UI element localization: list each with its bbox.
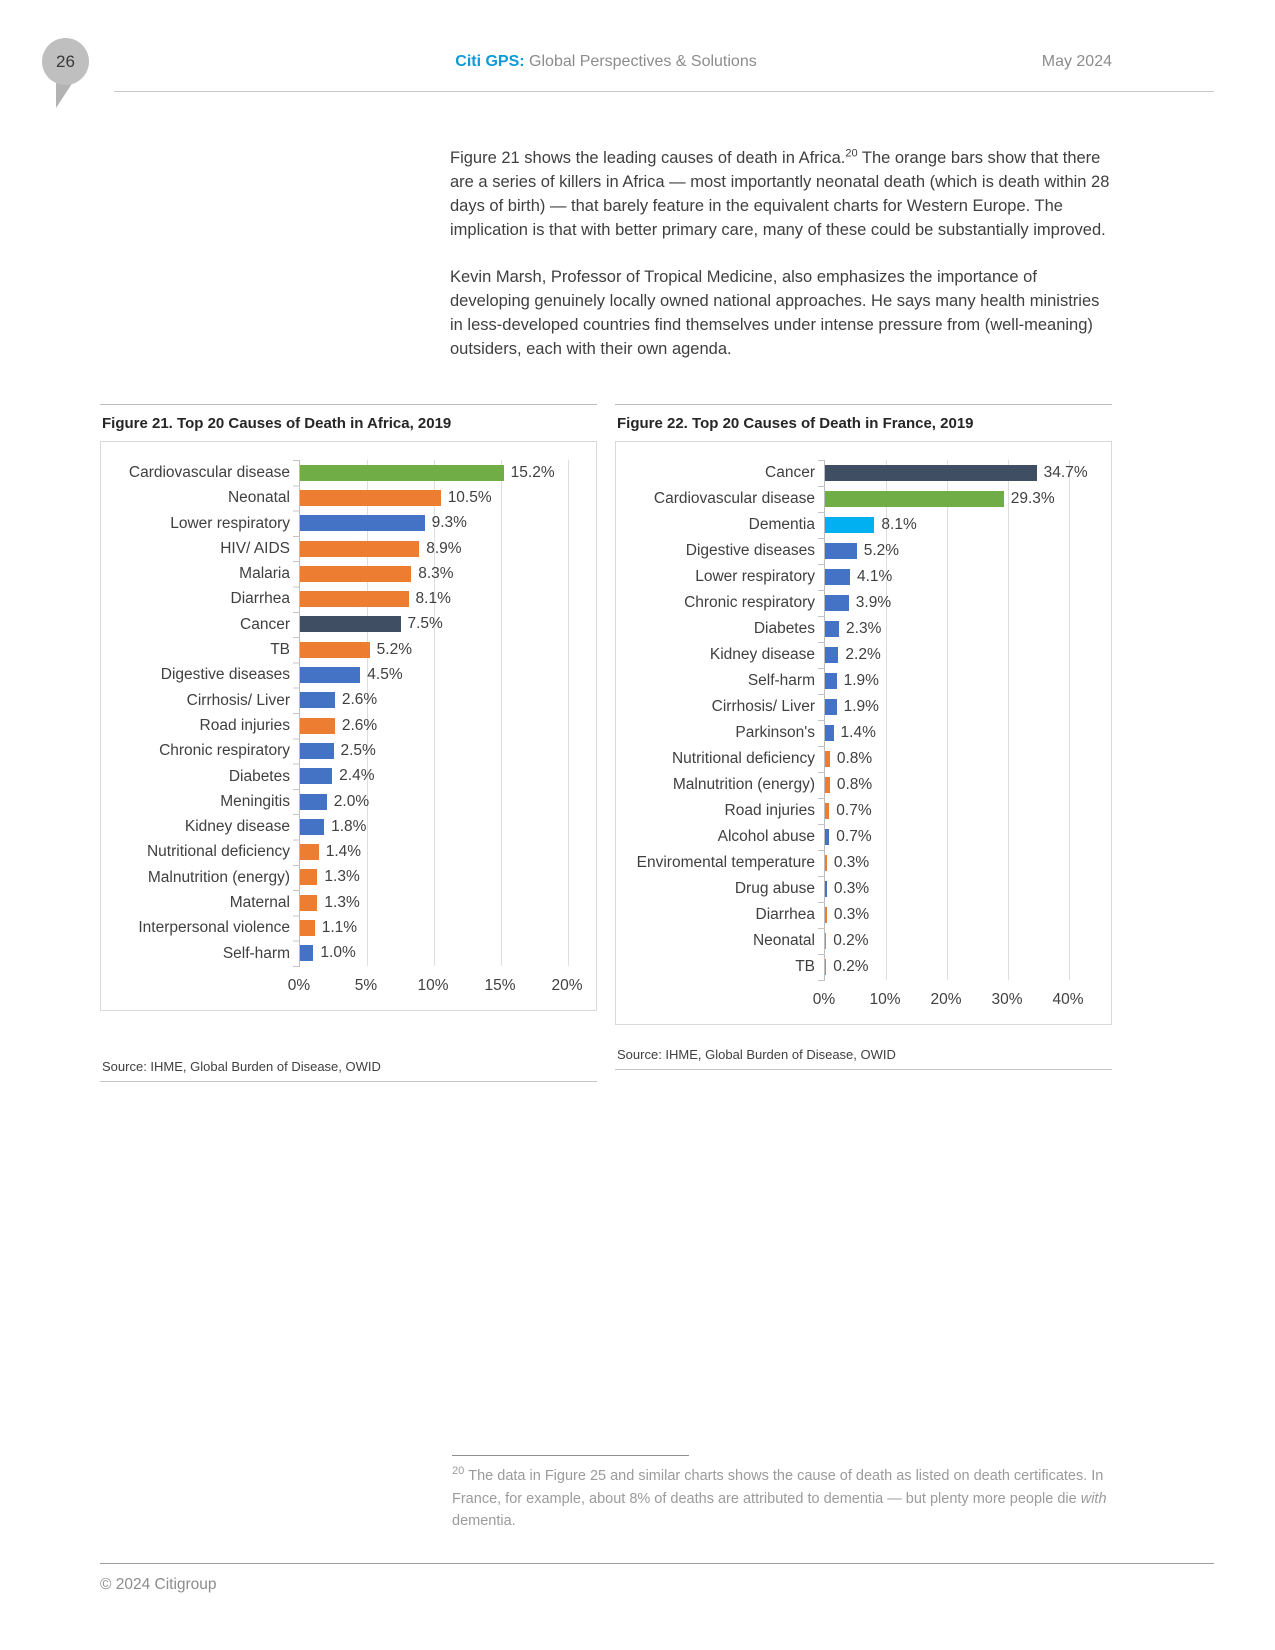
category-label: Diarrhea (230, 590, 290, 608)
category-label: Meningitis (220, 792, 290, 810)
chart-row (300, 688, 588, 713)
category-label: TB (270, 641, 290, 659)
chart-row (300, 713, 588, 738)
chart-row (300, 814, 588, 839)
chart-bar (825, 647, 838, 663)
chart-row (300, 561, 588, 586)
chart-row (825, 928, 1103, 954)
bar-value-label: 8.1% (881, 516, 917, 533)
chart-bar (825, 465, 1037, 481)
chart-row (825, 460, 1103, 486)
chart-bar (300, 566, 411, 582)
category-label: Diabetes (228, 767, 290, 785)
bar-value-label: 34.7% (1043, 464, 1088, 481)
bar-value-label: 0.7% (836, 802, 872, 819)
chart-bar (300, 616, 401, 632)
chart-bar (825, 673, 837, 689)
footnote-italic-word: with (1080, 1490, 1107, 1507)
category-axis-labels (624, 460, 824, 1014)
footnote-text (452, 1465, 1114, 1533)
category-tick-marks (293, 460, 300, 967)
chart-bar (300, 819, 324, 835)
chart-bar (300, 895, 317, 911)
x-tick-label: 40% (1052, 991, 1084, 1008)
footnote (452, 1455, 1114, 1533)
chart-row (300, 612, 588, 637)
body-text (450, 146, 1112, 361)
bar-value-label: 0.3% (833, 880, 870, 897)
category-label: Diarrhea (755, 906, 815, 923)
category-label: Digestive diseases (685, 542, 815, 559)
category-label: Self-harm (747, 672, 815, 689)
chart-row (825, 538, 1103, 564)
chart-bar (300, 515, 425, 531)
bar-value-label: 1.0% (320, 944, 356, 962)
category-label: Parkinson's (735, 724, 815, 741)
footnote-divider (452, 1455, 689, 1456)
bar-value-label: 5.2% (863, 542, 900, 559)
chart-row (825, 590, 1103, 616)
chart-bar (825, 959, 826, 975)
category-label: HIV/ AIDS (220, 539, 290, 557)
x-tick-label: 10% (417, 977, 449, 994)
bar-value-label: 1.4% (840, 724, 876, 741)
page-number-badge (42, 38, 89, 85)
brand-suffix: Global Perspectives & Solutions (524, 53, 757, 70)
chart-row (300, 586, 588, 611)
footer-divider (100, 1563, 1214, 1564)
chart-bar (300, 667, 360, 683)
category-axis-labels (109, 460, 299, 1000)
category-label: Road injuries (724, 802, 815, 819)
chart-row (300, 865, 588, 890)
chart-bar (300, 869, 317, 885)
chart-row (825, 512, 1103, 538)
paragraph-1-text-cont: The orange bars show that there are a series of killers in Africa — most importantly neonatal death (which is death within 28 days of birth) — that barely feature in the equivalent charts for Western Europe. The implication is that with better primary care, many of these could be substantially improved. (450, 149, 1110, 239)
bar-value-label: 1.9% (843, 698, 879, 715)
chart-bar (300, 945, 313, 961)
bar-value-label: 2.5% (340, 741, 376, 759)
category-label: Cardiovascular disease (128, 464, 290, 481)
bar-value-label: 15.2% (510, 463, 555, 481)
chart-row (300, 485, 588, 510)
brand-name: Citi GPS: (455, 53, 525, 70)
bar-value-label: 5.2% (376, 640, 413, 658)
chart-bar (825, 803, 829, 819)
chart-bar (300, 768, 332, 784)
chart-row (825, 876, 1103, 902)
paragraph-1-text: Figure 21 shows the leading causes of death in Africa. (450, 149, 846, 167)
category-label: Lower respiratory (170, 514, 290, 532)
chart-row (825, 616, 1103, 642)
paragraph-1 (450, 146, 1112, 242)
chart-bar (300, 920, 315, 936)
chart-row (300, 915, 588, 940)
category-label: Cancer (765, 464, 815, 481)
bar-value-label: 8.9% (426, 539, 462, 557)
chart-bar (825, 725, 834, 741)
category-label: Cancer (240, 615, 290, 633)
bar-value-label: 0.2% (833, 958, 869, 975)
category-label: Malnutrition (energy) (672, 776, 815, 793)
chart-bar (300, 642, 370, 658)
chart-bar (300, 591, 409, 607)
chart-bar (825, 543, 857, 559)
chart-row (300, 789, 588, 814)
x-tick-label: 20% (551, 977, 583, 994)
category-label: Neonatal (752, 932, 815, 949)
bar-value-label: 2.3% (846, 620, 882, 637)
bar-value-label: 1.4% (325, 843, 362, 861)
bar-value-label: 8.1% (415, 590, 451, 608)
category-label: Nutritional deficiency (146, 843, 290, 861)
figure-21 (100, 404, 597, 1082)
chart-row (300, 536, 588, 561)
copyright-notice: © 2024 Citigroup (100, 1576, 217, 1593)
category-label: Kidney disease (184, 818, 290, 836)
category-label: Enviromental temperature (636, 854, 815, 871)
bar-value-label: 1.3% (324, 868, 360, 886)
category-label: Kidney disease (709, 646, 815, 663)
chart-bar (825, 699, 837, 715)
bar-value-label: 0.7% (836, 828, 872, 845)
page-header (100, 53, 1112, 71)
x-tick-label: 10% (869, 991, 901, 1008)
category-label: TB (795, 958, 815, 975)
figure-22-title: Figure 22. Top 20 Causes of Death in France, 2019 (617, 415, 974, 432)
bar-value-label: 10.5% (447, 488, 492, 506)
chart-row (825, 564, 1103, 590)
chart-row (825, 486, 1103, 512)
figure-21-source: Source: IHME, Global Burden of Disease, OWID (100, 1051, 597, 1082)
bar-value-label: 29.3% (1010, 490, 1055, 507)
chart-row (825, 746, 1103, 772)
chart-bar (825, 517, 874, 533)
category-label: Maternal (229, 894, 290, 912)
x-tick-label: 15% (484, 977, 516, 994)
figure-22 (615, 404, 1112, 1082)
figure-22-source: Source: IHME, Global Burden of Disease, OWID (615, 1039, 1112, 1070)
chart-bar (300, 718, 335, 734)
category-label: Drug abuse (734, 880, 815, 897)
chart-bar (825, 621, 839, 637)
category-label: Road injuries (199, 716, 290, 734)
chart-row (825, 824, 1103, 850)
chart-row (825, 954, 1103, 980)
bar-value-label: 2.6% (341, 716, 378, 734)
bar-value-label: 2.0% (333, 792, 370, 810)
chart-row (825, 850, 1103, 876)
chart-bar (825, 907, 827, 923)
footnote-text-pre: The data in Figure 25 and similar charts shows the cause of death as listed on death certificates. In France, for example, about 8% of deaths are attributed to dementia — but plenty more people die (452, 1468, 1104, 1507)
chart-row (300, 738, 588, 763)
category-label: Malnutrition (energy) (147, 868, 290, 886)
figure-21-chart (100, 441, 597, 1011)
chart-row (300, 941, 588, 966)
figure-21-title: Figure 21. Top 20 Causes of Death in Africa, 2019 (102, 415, 452, 432)
bar-value-label: 0.8% (836, 776, 873, 793)
x-tick-label: 0% (287, 977, 311, 994)
category-label: Chronic respiratory (684, 594, 815, 611)
figures-row (100, 404, 1112, 1082)
bar-value-label: 9.3% (431, 514, 467, 532)
x-tick-label: 30% (991, 991, 1023, 1008)
chart-bar (825, 855, 827, 871)
category-label: Cirrhosis/ Liver (711, 698, 815, 715)
bar-value-label: 3.9% (855, 594, 892, 611)
category-tick-marks (818, 460, 825, 981)
footnote-marker: 20 (452, 1465, 465, 1478)
bar-value-label: 1.1% (321, 918, 358, 936)
bar-value-label: 1.8% (331, 817, 367, 835)
figure-22-chart (615, 441, 1112, 1025)
category-label: Lower respiratory (695, 568, 815, 585)
chart-row (300, 511, 588, 536)
chart-row (300, 890, 588, 915)
x-tick-label: 0% (812, 991, 836, 1008)
category-label: Chronic respiratory (159, 742, 290, 760)
chart-bar (825, 569, 850, 585)
category-label: Cardiovascular disease (653, 490, 815, 507)
category-label: Self-harm (222, 944, 290, 962)
chart-row (300, 662, 588, 687)
x-tick-label: 5% (354, 977, 378, 994)
chart-bar (825, 777, 830, 793)
paragraph-2: Kevin Marsh, Professor of Tropical Medicine, also emphasizes the importance of developing genuinely locally owned national approaches. He says many health ministries in less-developed countries find themselves under intense pressure from (well-meaning) outsiders, each with their own agenda. (450, 268, 1100, 358)
chart-row (825, 902, 1103, 928)
chart-bar (300, 541, 419, 557)
bar-value-label: 2.4% (339, 767, 375, 785)
plot-area (299, 460, 588, 966)
chart-row (825, 642, 1103, 668)
chart-row (825, 668, 1103, 694)
category-label: Interpersonal violence (138, 919, 290, 937)
chart-bar (300, 794, 327, 810)
bar-value-label: 2.6% (341, 691, 378, 709)
chart-bar (300, 844, 319, 860)
bar-value-label: 4.5% (367, 666, 403, 684)
page-bubble-tail (56, 82, 73, 108)
x-axis (812, 980, 1103, 1014)
footnote-text-post: dementia. (452, 1513, 516, 1529)
chart-bar (825, 751, 830, 767)
category-label: Cirrhosis/ Liver (186, 691, 290, 709)
chart-bar (300, 692, 335, 708)
chart-row (300, 637, 588, 662)
category-label: Nutritional deficiency (671, 750, 815, 767)
chart-bar (825, 829, 829, 845)
bar-value-label: 8.3% (418, 564, 454, 582)
bar-value-label: 4.1% (857, 568, 893, 585)
category-label: Malaria (239, 565, 290, 583)
bar-value-label: 0.2% (833, 932, 869, 949)
bar-value-label: 1.3% (324, 893, 360, 911)
chart-bar (825, 933, 826, 949)
chart-row (825, 798, 1103, 824)
bar-value-label: 0.3% (833, 854, 870, 871)
page-number: 26 (56, 51, 75, 71)
category-label: Neonatal (227, 489, 290, 507)
chart-bar (825, 595, 849, 611)
chart-row (825, 694, 1103, 720)
chart-bar (300, 490, 441, 506)
chart-row (825, 720, 1103, 746)
footnote-reference: 20 (845, 147, 858, 160)
chart-row (300, 764, 588, 789)
header-date: May 2024 (1041, 53, 1112, 70)
chart-bar (300, 743, 334, 759)
bar-value-label: 7.5% (407, 615, 443, 633)
category-label: Dementia (748, 516, 815, 533)
chart-bar (825, 491, 1004, 507)
chart-row (825, 772, 1103, 798)
header-divider (114, 91, 1214, 92)
chart-bar (825, 881, 827, 897)
category-label: Alcohol abuse (717, 828, 815, 845)
plot-area (824, 460, 1103, 980)
chart-bar (300, 465, 504, 481)
bar-value-label: 0.3% (833, 906, 870, 923)
category-label: Diabetes (753, 620, 815, 637)
chart-row (300, 460, 588, 485)
bar-value-label: 1.9% (843, 672, 879, 689)
header-title (455, 53, 756, 71)
x-axis (287, 966, 588, 1000)
bar-value-label: 0.8% (836, 750, 873, 767)
bar-value-label: 2.2% (845, 646, 881, 663)
chart-row (300, 839, 588, 864)
category-label: Digestive diseases (160, 666, 290, 684)
x-tick-label: 20% (930, 991, 962, 1008)
